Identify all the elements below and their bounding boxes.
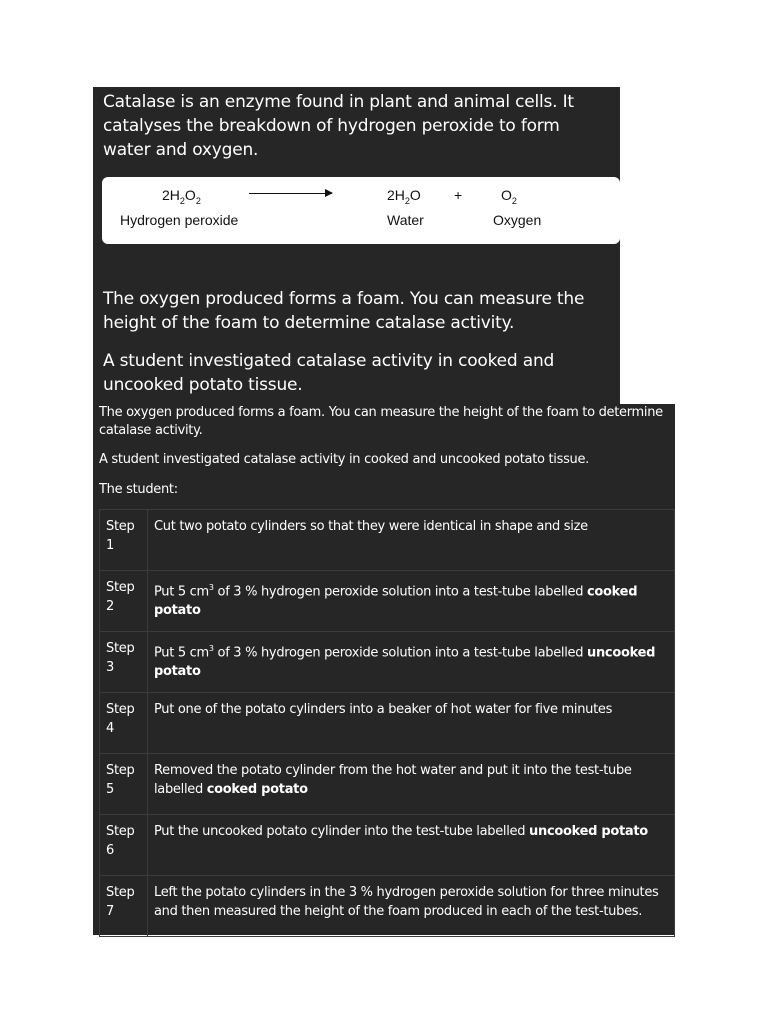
table-row: [100, 754, 675, 815]
step-number: Step 2: [100, 571, 148, 632]
student-intro: The student:: [99, 482, 178, 497]
table-row: [100, 632, 675, 693]
step-text: Cut two potato cylinders so that they were identical in shape and size: [148, 510, 675, 571]
table-row: [100, 815, 675, 876]
bottom-panel: [93, 404, 675, 935]
step-text: Removed the potato cylinder from the hot water and put it into the test-tube labelled cooked potato: [148, 754, 675, 815]
table-row: [100, 571, 675, 632]
step-number: Step 7: [100, 876, 148, 937]
table-row: [100, 510, 675, 571]
table-row: [100, 693, 675, 754]
step-text: Put the uncooked potato cylinder into the test-tube labelled uncooked potato: [148, 815, 675, 876]
product1-name: Water: [387, 212, 424, 228]
step-number: Step 3: [100, 632, 148, 693]
step-number: Step 6: [100, 815, 148, 876]
investigation-paragraph-repeat: A student investigated catalase activity in cooked and uncooked potato tissue.: [99, 452, 590, 467]
product2-name: Oxygen: [493, 212, 542, 228]
reaction-arrow-icon: [249, 193, 332, 194]
step-number: Step 5: [100, 754, 148, 815]
step-number: Step 1: [100, 510, 148, 571]
top-panel: [93, 87, 620, 405]
plus-sign: +: [454, 187, 463, 203]
intro-text: Catalase is an enzyme found in plant and animal cells. It catalyses the breakdown of hydrogen peroxide to form water and oxygen.: [103, 92, 574, 160]
step-text: Put 5 $cm^3$ of 3 % hydrogen peroxide solution into a test-tube labelled cooked potato: [148, 571, 675, 632]
reactant-name: Hydrogen peroxide: [120, 212, 239, 228]
equation-box: [102, 177, 620, 244]
foam-paragraph: The oxygen produced forms a foam. You can measure the height of the foam to determine catalase activity.: [103, 289, 585, 333]
step-text: Put one of the potato cylinders into a beaker of hot water for five minutes: [148, 693, 675, 754]
table-row: [100, 876, 675, 937]
foam-paragraph-repeat: The oxygen produced forms a foam. You can measure the height of the foam to determine catalase activity.: [99, 405, 663, 438]
step-text: Put 5 $cm^3$ of 3 % hydrogen peroxide solution into a test-tube labelled uncooked potato: [148, 632, 675, 693]
investigation-paragraph: A student investigated catalase activity in cooked and uncooked potato tissue.: [103, 351, 555, 395]
step-number: Step 4: [100, 693, 148, 754]
steps-table: [99, 509, 675, 937]
reactant-formula: $2H_2O_2$: [162, 187, 201, 206]
product2-formula: $O_2$: [501, 187, 517, 206]
product1-formula: $2H_2O$: [387, 187, 421, 206]
step-text: Left the potato cylinders in the 3 % hydrogen peroxide solution for three minutes and then measured the height of the foam produced in each of the test-tubes.: [148, 876, 675, 937]
